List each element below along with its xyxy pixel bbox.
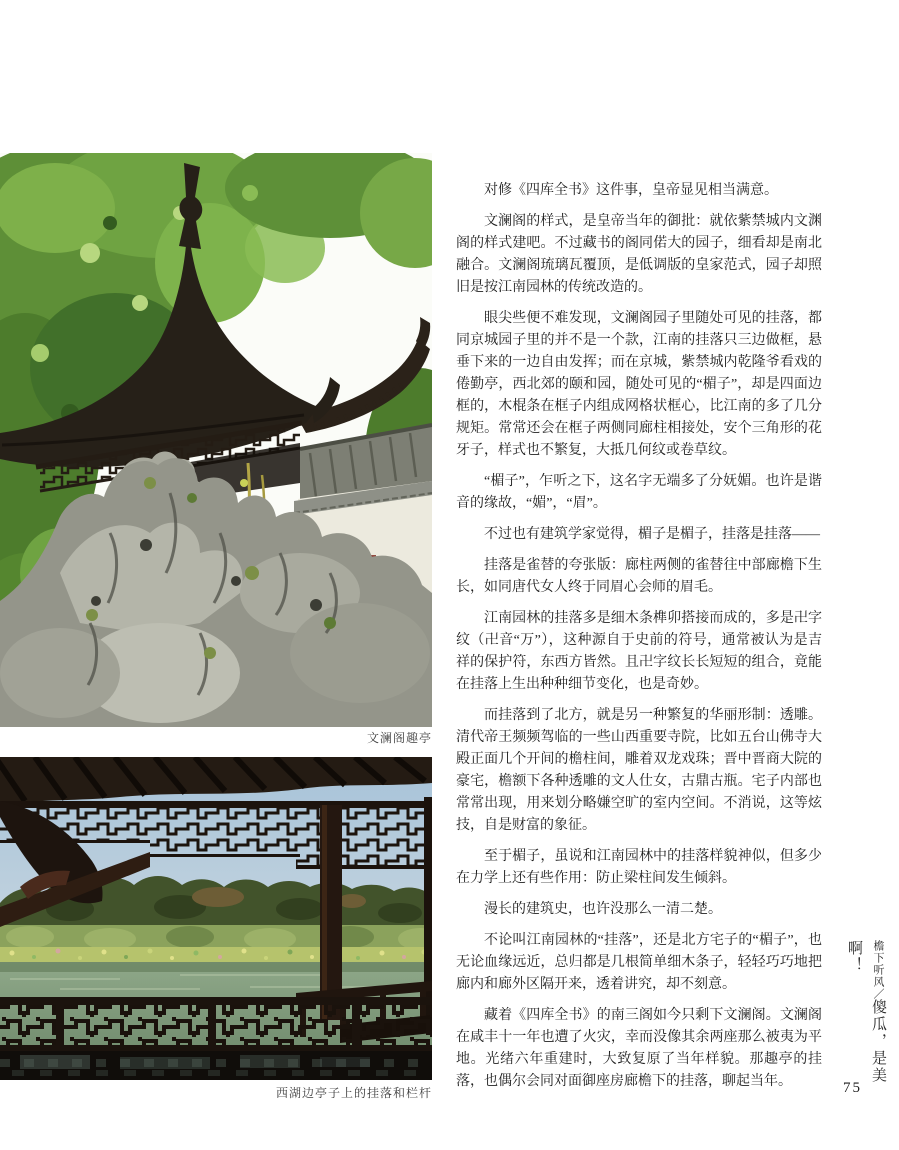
paragraph: 至于楣子，虽说和江南园林中的挂落样貌神似，但多少在力学上还有些作用：防止梁柱间发生倾斜。	[456, 849, 822, 886]
paragraph: 不过也有建筑学家觉得，楣子是楣子，挂落是挂落——	[484, 527, 820, 542]
corridor-photo	[0, 757, 432, 1080]
lotus-band	[0, 947, 432, 964]
foreground-railing	[0, 997, 432, 1053]
paragraph: 不论叫江南园林的“挂落”，还是北方宅子的“楣子”，也无论血缘远近，总归都是几根简单细木条子，轻轻巧巧地把廊内和廊外区隔开来，透着讲究，却不刻意。	[456, 933, 822, 992]
floor-reflection	[0, 1051, 432, 1080]
pavilion-photo-illustration	[0, 153, 432, 727]
paragraph: 漫长的建筑史，也许没那么一清二楚。	[484, 902, 722, 917]
paragraph: 文澜阁的样式，是皇帝当年的御批：就依紫禁城内文渊阁的样式建吧。不过藏书的阁同偌大的园子，细看却是南北融合。文澜阁琉璃瓦覆顶，是低调版的皇家范式，园子却照旧是按江南园林的传统改造的。	[456, 214, 822, 295]
separator-slash: ／	[872, 988, 884, 999]
paragraph: 对修《四库全书》这件事，皇帝显见相当满意。	[484, 183, 778, 198]
paragraph: 江南园林的挂落多是细木条榫卯搭接而成的，多是卍字纹（卍音“万”），这种源自于史前的符号，通常被认为是吉祥的保护符，东西方皆然。且卍字纹长长短短的组合，竟能在挂落上生出种种细节变化，也是奇妙。	[456, 611, 822, 692]
column-title: 檐下听风	[872, 940, 884, 988]
photo-caption-bottom: 西湖边亭子上的挂落和栏杆	[275, 1086, 432, 1100]
paragraph: 眼尖些便不难发现，文澜阁园子里随处可见的挂落，都同京城园子里的并不是一个款，江南的挂落只三边做框，悬垂下来的一边自由发挥；而在京城，紫禁城内乾隆爷看戏的倦勤亭，西北郊的颐和园，随处可见的“楣子”，却是四面边框的，木棍条在框子内组成网格状框心，比江南的多了几分规矩。常常还会在框子两侧同廊柱相接处，安个三角形的花牙子，样式也不繁复，大抵几何纹或卷草纹。	[456, 311, 822, 458]
paragraph: “楣子”，乍听之下，这名字无端多了分妩媚。也许是谐音的缘故，“媚”，“眉”。	[456, 474, 822, 511]
paragraph: 挂落是雀替的夸张版：廊柱两侧的雀替往中部廊檐下生长，如同唐代女人终于同眉心会师的眉毛。	[456, 558, 822, 595]
running-head-vertical	[842, 940, 890, 1100]
pavilion-photo	[0, 153, 432, 727]
corridor-photo-illustration	[0, 757, 432, 1080]
paragraph: 而挂落到了北方，就是另一种繁复的华丽形制：透雕。清代帝王频频驾临的一些山西重要寺院，比如五台山佛寺大殿正面几个开间的檐柱间，雕着双龙戏珠；晋中晋商大院的豪宅，檐额下各种透雕的文人仕女，古鼎古瓶。宅子内部也常常出现，用来划分略嫌空旷的室内空间。不消说，这等炫技，自是财富的象征。	[456, 708, 822, 833]
paragraph: 藏着《四库全书》的南三阁如今只剩下文澜阁。文澜阁在咸丰十一年也遭了火灾，幸而没像其余两座那么被夷为平地。光绪六年重建时，大致复原了当年样貌。那趣亭的挂落，也偶尔会同对面御座房廊檐下的挂落，聊起当年。	[456, 1008, 822, 1089]
article-title: 傻瓜，是美啊！	[846, 940, 886, 1084]
photo-caption-top: 文澜阁趣亭	[366, 731, 432, 745]
page-number: 75	[843, 1080, 862, 1096]
article-body	[456, 180, 822, 1093]
